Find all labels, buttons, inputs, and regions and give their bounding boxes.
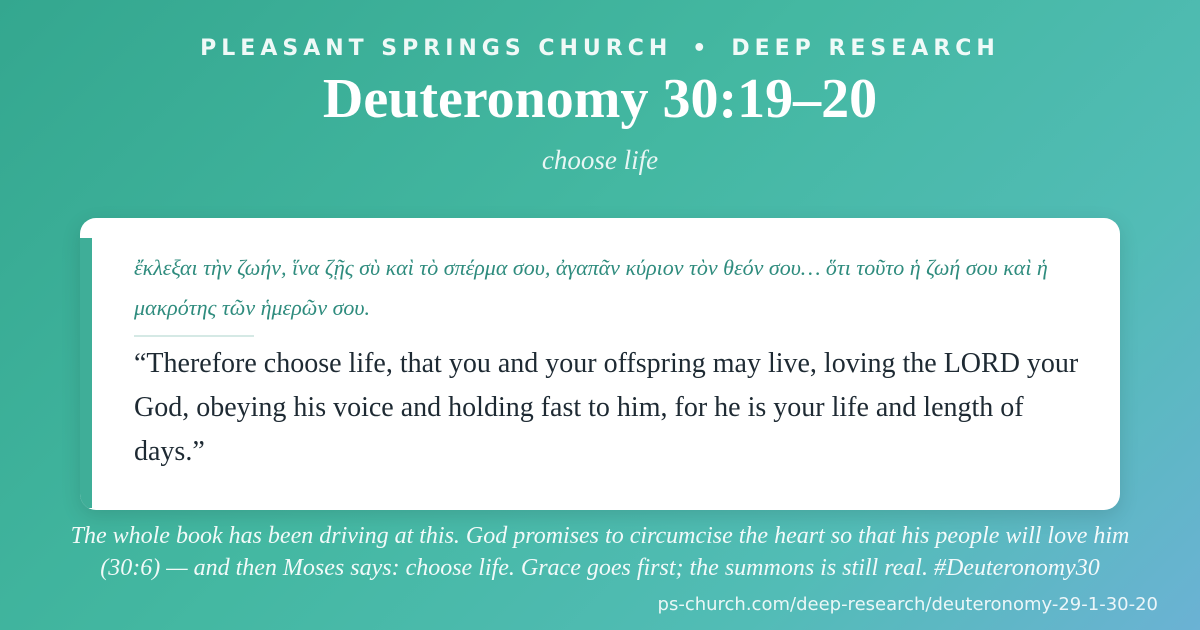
commentary-text: The whole book has been driving at this. God promises to circumcise the heart so that his people will love him (30:6) — and then Moses says: choose life. Grace goes first; the summons is still real. #Deuteronomy30	[70, 523, 1130, 581]
greek-text: ἔκλεξαι τὴν ζωήν, ἵνα ζῇς σὺ καὶ τὸ σπέρμα σου, ἀγαπᾶν κύριον τὸν θεόν σου… ὅτι τοῦτο ἡ ζωή σου καὶ ἡ μακρότης τῶν ἡμερῶν σου.	[134, 255, 1048, 320]
separator-dot: •	[692, 36, 712, 61]
page-title: Deuteronomy 30:19–20	[322, 68, 878, 130]
english-quote: “Therefore choose life, that you and your offspring may live, loving the LORD your God, obeying his voice and holding fast to him, for he is your life and length of days.”	[134, 348, 1079, 467]
divider	[134, 335, 254, 337]
card-accent-bar	[80, 238, 92, 508]
header	[0, 36, 1200, 176]
kicker	[0, 36, 1200, 61]
church-name: PLEASANT SPRINGS CHURCH	[200, 36, 673, 61]
scripture-card	[80, 218, 1120, 510]
page-subtitle: choose life	[541, 145, 659, 175]
series-name: DEEP RESEARCH	[731, 36, 1000, 61]
source-url[interactable]: ps-church.com/deep-research/deuteronomy-29-1-30-20	[657, 594, 1158, 615]
